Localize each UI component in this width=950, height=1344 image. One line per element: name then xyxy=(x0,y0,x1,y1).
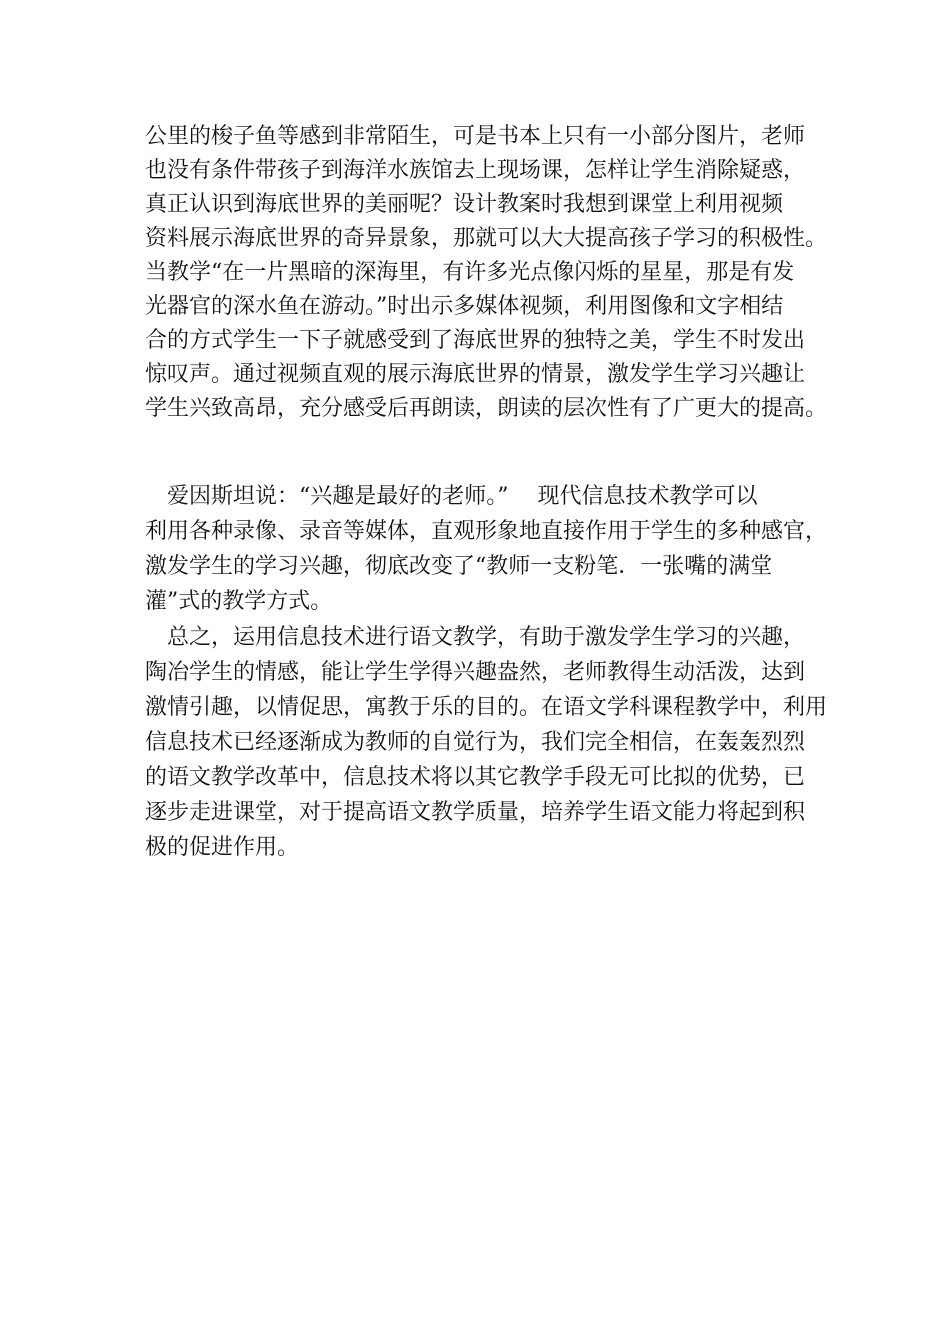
text-line: 极的促进作用。 xyxy=(145,835,300,860)
text-line: 的语文教学改革中，信息技术将以其它教学手段无可比拟的优势，已 xyxy=(145,765,806,790)
text-line: 合的方式学生一下子就感受到了海底世界的独特之美，学生不时发出 xyxy=(145,328,806,353)
text-line: 激情引趣，以情促思，寓教于乐的目的。在语文学科课程教学中，利用 xyxy=(145,695,828,720)
text-line: 灌”式的教学方式。 xyxy=(145,589,333,614)
text-line: 惊叹声。通过视频直观的展示海底世界的情景，激发学生学习兴趣让 xyxy=(145,362,806,387)
text-line: 信息技术已经逐渐成为教师的自觉行为，我们完全相信，在轰轰烈烈 xyxy=(145,730,806,755)
text-line: 真正认识到海底世界的美丽呢？设计教案时我想到课堂上利用视频 xyxy=(145,192,784,217)
text-line: 利用各种录像、录音等媒体，直观形象地直接作用于学生的多种感官， xyxy=(145,519,828,544)
paragraph-ocean-video xyxy=(145,120,828,426)
paragraph-conclusion xyxy=(145,620,828,865)
paragraph-einstein-quote xyxy=(145,479,828,619)
text-line: 总之，运用信息技术进行语文教学，有助于激发学生学习的兴趣， xyxy=(145,625,806,650)
text-line: 激发学生的学习兴趣，彻底改变了“教师一支粉笔．一张嘴的满堂 xyxy=(145,554,773,579)
text-line: 当教学“在一片黑暗的深海里，有许多光点像闪烁的星星，那是有发 xyxy=(145,260,795,285)
text-line: 陶冶学生的情感，能让学生学得兴趣盎然，老师教得生动活泼，达到 xyxy=(145,660,806,685)
text-line: 资料展示海底世界的奇异景象，那就可以大大提高孩子学习的积极性。 xyxy=(145,226,828,251)
text-line: 公里的梭子鱼等感到非常陌生，可是书本上只有一小部分图片，老师 xyxy=(145,124,806,149)
text-line: 光器官的深水鱼在游动。”时出示多媒体视频，利用图像和文字相结 xyxy=(145,294,784,319)
text-line: 逐步走进课堂，对于提高语文教学质量，培养学生语文能力将起到积 xyxy=(145,800,806,825)
text-line: 学生兴致高昂，充分感受后再朗读，朗读的层次性有了广更大的提高。 xyxy=(145,396,828,421)
text-line: 爱因斯坦说：“兴趣是最好的老师。” 现代信息技术教学可以 xyxy=(145,484,758,509)
text-line: 也没有条件带孩子到海洋水族馆去上现场课，怎样让学生消除疑惑， xyxy=(145,158,806,183)
